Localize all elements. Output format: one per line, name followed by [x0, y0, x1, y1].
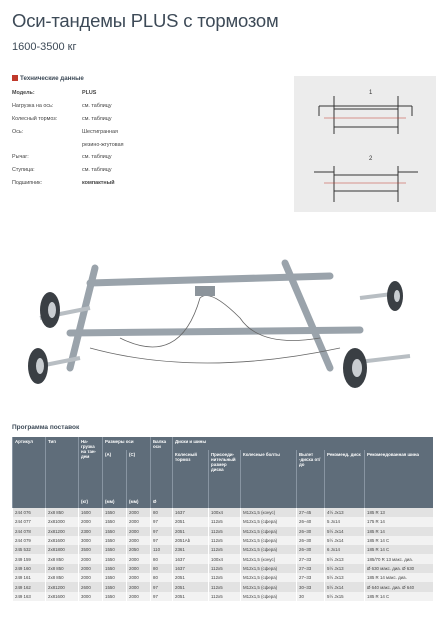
table-cell: 2600: [79, 582, 103, 591]
table-cell: 2x8 850: [46, 564, 79, 573]
table-cell: 26–30: [297, 536, 325, 545]
info-icon: [12, 75, 18, 81]
table-cell: 27–45: [297, 508, 325, 517]
table-cell: 112x5: [209, 536, 241, 545]
table-cell: 100x4: [209, 508, 241, 517]
specs-heading: Технические данные: [12, 75, 84, 82]
table-cell: 2051: [173, 573, 209, 582]
tandem-axle-illustration: [0, 238, 442, 408]
table-cell: 2000: [79, 573, 103, 582]
axle-variant-2: [314, 166, 418, 202]
table-cell: 185/70 R 13 макс. диа.: [365, 554, 433, 563]
table-cell: 27–33: [297, 573, 325, 582]
table-cell: 1550: [103, 508, 127, 517]
table-cell: 112x5: [209, 564, 241, 573]
table-cell: 185 R 14 C: [365, 536, 433, 545]
table-cell: 5½ Jx13: [325, 564, 365, 573]
table-cell: 249 163: [13, 592, 46, 601]
table-cell: 1550: [103, 592, 127, 601]
spec-row: резино-жгутовая: [82, 141, 124, 148]
table-cell: 2x81200: [46, 527, 79, 536]
table-cell: 5½ Jx14: [325, 536, 365, 545]
table-row: [13, 545, 433, 554]
table-cell: 2000: [127, 564, 151, 573]
col-beam: Балка оси: [151, 437, 173, 497]
table-cell: 5½ Jx13: [325, 554, 365, 563]
table-cell: 185 R 14: [365, 527, 433, 536]
table-cell: 26–30: [297, 545, 325, 554]
table-cell: 244 077: [13, 517, 46, 526]
table-cell: 2x8 850: [46, 508, 79, 517]
table-cell: 1550: [103, 527, 127, 536]
table-cell: 5½ Jx15: [325, 592, 365, 601]
table-cell: M12x1,5 (сфера): [241, 592, 297, 601]
table-row: [13, 573, 433, 582]
table-cell: 1600: [79, 508, 103, 517]
table-cell: 2000: [79, 564, 103, 573]
table-cell: 100x4: [209, 554, 241, 563]
table-body: [13, 508, 433, 601]
col-type: Тип: [46, 437, 79, 508]
col-a: (A): [103, 450, 127, 497]
table-cell: 3000: [79, 592, 103, 601]
table-cell: 245 532: [13, 545, 46, 554]
table-cell: 2000: [79, 554, 103, 563]
page-subtitle: 1600-3500 кг: [12, 41, 77, 53]
table-cell: 112x5: [209, 517, 241, 526]
table-cell: 2x8 850: [46, 573, 79, 582]
table-cell: Ø 630 макс. диа. Ø 630: [365, 564, 433, 573]
table-cell: 97: [151, 527, 173, 536]
table-cell: 244 079: [13, 536, 46, 545]
table-cell: 112x5: [209, 573, 241, 582]
axle-variant-1: [319, 96, 412, 134]
tandem-axle-photo: [0, 238, 442, 408]
table-cell: 5½ Jx13: [325, 573, 365, 582]
col-hub: Присоеди-нительный размер диска: [209, 450, 241, 508]
table-cell: 185 R 14 C: [365, 592, 433, 601]
table-cell: 1637: [173, 564, 209, 573]
table-cell: 1550: [103, 564, 127, 573]
specs-list: [12, 87, 162, 189]
table-cell: 1637: [173, 508, 209, 517]
unit-c: (мм): [127, 497, 151, 508]
table-cell: 2000: [127, 517, 151, 526]
table-cell: 97: [151, 592, 173, 601]
table-cell: 2x81600: [46, 592, 79, 601]
table-cell: 175 R 14: [365, 517, 433, 526]
table-cell: 97: [151, 536, 173, 545]
table-row: [13, 564, 433, 573]
table-row: [13, 536, 433, 545]
table-cell: 2000: [127, 527, 151, 536]
table-cell: 27–33: [297, 554, 325, 563]
table-cell: 2000: [127, 573, 151, 582]
col-rec-tire: Рекомендованная шина: [365, 450, 433, 508]
table-cell: 185 R 13: [365, 508, 433, 517]
table-cell: 2x81200: [46, 582, 79, 591]
spec-row: Рычаг: см. таблицу: [12, 154, 112, 161]
table-cell: 2300: [79, 527, 103, 536]
table-cell: 112x5: [209, 527, 241, 536]
table-cell: 1550: [103, 573, 127, 582]
table-cell: 97: [151, 517, 173, 526]
spec-row: Ступица: см. таблицу: [12, 167, 112, 174]
table-cell: M12x1,5 (сфера): [241, 582, 297, 591]
table-cell: Ø 640 макс. диа. Ø 640: [365, 582, 433, 591]
col-bolts: Колесные болты: [241, 450, 297, 508]
table-cell: 26–30: [297, 527, 325, 536]
table-cell: 6 Jx14: [325, 545, 365, 554]
table-cell: 30–33: [297, 582, 325, 591]
table-cell: 2000: [127, 592, 151, 601]
unit-load: (кг): [79, 497, 103, 508]
table-cell: M12x1,5 (сфера): [241, 564, 297, 573]
table-cell: 27–33: [297, 564, 325, 573]
table-cell: 80: [151, 564, 173, 573]
table-cell: 1550: [103, 554, 127, 563]
table-cell: 244 076: [13, 508, 46, 517]
table-cell: M12x1,5 (сфера): [241, 545, 297, 554]
table-cell: M12x1,5 (конус): [241, 554, 297, 563]
table-cell: 5 Jx14: [325, 517, 365, 526]
table-cell: 249 160: [13, 564, 46, 573]
spec-row: Ось: Шестигранная: [12, 128, 118, 135]
table-cell: 2x81000: [46, 517, 79, 526]
table-cell: 2051: [173, 517, 209, 526]
table-cell: 2051Ab: [173, 536, 209, 545]
table-cell: M12x1,5 (сфера): [241, 517, 297, 526]
table-cell: 2050: [127, 545, 151, 554]
table-cell: 112x5: [209, 545, 241, 554]
spec-row: Колесный тормоз: см. таблицу: [12, 115, 112, 122]
table-cell: 1550: [103, 536, 127, 545]
spec-row: Подшипник: компактный: [12, 179, 115, 186]
col-brake: Колесный тормоз: [173, 450, 209, 508]
delivery-table: [12, 437, 433, 601]
col-article: Артикул: [13, 437, 46, 508]
table-row: [13, 508, 433, 517]
table-cell: M12x1,5 (сфера): [241, 536, 297, 545]
table-cell: 80: [151, 508, 173, 517]
unit-a: (мм): [103, 497, 127, 508]
col-wheels: Диски и шины: [173, 437, 433, 450]
page-title: Оси-тандемы PLUS с тормозом: [12, 10, 279, 31]
table-cell: 244 078: [13, 527, 46, 536]
table-cell: 1637: [173, 554, 209, 563]
table-cell: 2051: [173, 527, 209, 536]
table-cell: 5½ Jx14: [325, 582, 365, 591]
table-cell: 3500: [79, 545, 103, 554]
table-row: [13, 582, 433, 591]
table-cell: 2x8 850: [46, 554, 79, 563]
table-cell: 2x81600: [46, 536, 79, 545]
col-dimensions: Размеры оси: [103, 437, 151, 450]
table-cell: M12x1,5 (сфера): [241, 573, 297, 582]
table-cell: 3000: [79, 536, 103, 545]
table-cell: M12x1,5 (сфера): [241, 527, 297, 536]
table-row: [13, 592, 433, 601]
table-cell: 249 161: [13, 573, 46, 582]
table-cell: 2x81800: [46, 545, 79, 554]
diagram-label-2: 2: [369, 156, 373, 162]
table-cell: M12x1,5 (конус): [241, 508, 297, 517]
table-cell: 185 R 14 C: [365, 545, 433, 554]
table-cell: 1550: [103, 545, 127, 554]
table-cell: 97: [151, 582, 173, 591]
table-cell: 4½ Jx13: [325, 508, 365, 517]
col-c: (C): [127, 450, 151, 497]
table-cell: 26–40: [297, 517, 325, 526]
table-cell: 5½ Jx14: [325, 527, 365, 536]
table-title: Программа поставок: [12, 424, 80, 431]
table-cell: 1550: [103, 582, 127, 591]
table-cell: 30: [297, 592, 325, 601]
unit-beam: Ø: [151, 497, 173, 508]
table-cell: 2051: [173, 582, 209, 591]
col-load: На-грузка на тан-дем: [79, 437, 103, 497]
table-cell: 2000: [127, 554, 151, 563]
table-row: [13, 527, 433, 536]
axle-diagram-svg: [294, 76, 436, 212]
table-cell: 185 R 14 макс. диа.: [365, 573, 433, 582]
table-cell: 249 159: [13, 554, 46, 563]
col-offset: Вылет -дисха от/до: [297, 450, 325, 508]
diagram-label-1: 1: [369, 90, 373, 96]
table-cell: 2000: [127, 582, 151, 591]
table-cell: 80: [151, 573, 173, 582]
table-cell: 112x5: [209, 582, 241, 591]
spec-row: Модель: PLUS: [12, 90, 97, 97]
table-cell: 110: [151, 545, 173, 554]
table-row: [13, 517, 433, 526]
table-cell: 80: [151, 554, 173, 563]
table-cell: 2000: [79, 517, 103, 526]
table-cell: 249 162: [13, 582, 46, 591]
table-cell: 112x5: [209, 592, 241, 601]
table-row: [13, 554, 433, 563]
axle-diagram: [294, 76, 436, 212]
table-cell: 1550: [103, 517, 127, 526]
table-cell: 2000: [127, 508, 151, 517]
table-cell: 2361: [173, 545, 209, 554]
table-cell: 2000: [127, 536, 151, 545]
col-rec-disc: Рекоменд. диск: [325, 450, 365, 508]
spec-row: Нагрузка на ось: см. таблицу: [12, 103, 112, 110]
table-cell: 2051: [173, 592, 209, 601]
